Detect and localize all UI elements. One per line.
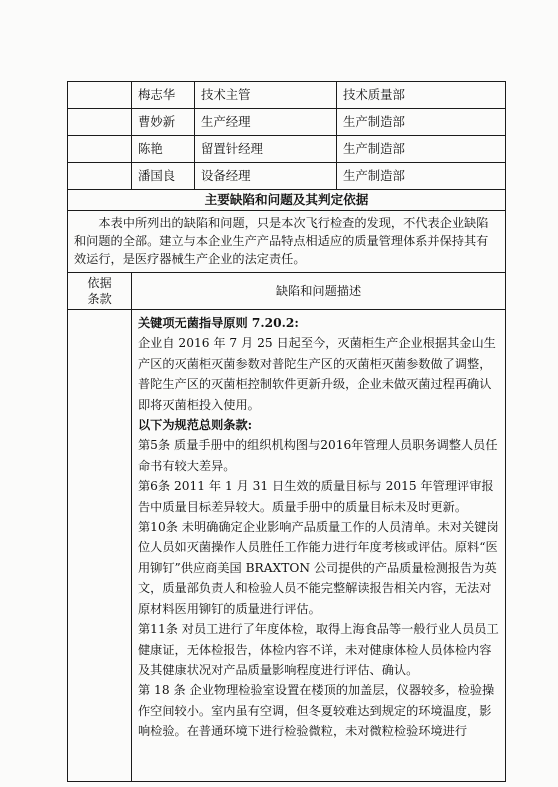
staff-role: 技术主管 [195,82,337,109]
general-item-6: 第6条 2011 年 1 月 31 日生效的质量目标与 2015 年管理评审报告中质量目标差异较大。质量手册中的质量目标未及时更新。 [138,479,494,514]
description-cell [132,310,506,782]
basis-header-line2: 条款 [87,292,112,306]
general-title: 以下为规范总则条款: [138,418,253,433]
staff-dept: 技术质量部 [337,82,506,109]
basis-cell-empty [68,310,132,782]
staff-role: 生产经理 [195,109,337,136]
content-row [68,310,506,782]
staff-row [68,109,506,136]
basis-header-line1: 依据 [87,276,112,290]
key-item-text: 企业自 2016 年 7 月 25 日起至今，灭菌柜生产企业根据其金山生产区的灭菌柜灭菌参数对普陀生产区的灭菌柜灭菌参数做了调整，普陀生产区的灭菌柜控制软件更新升级，企业未做灭菌过程再确认即将灭菌柜投入使用。 [138,336,496,412]
empty-cell [68,163,132,190]
description-clip [138,313,499,781]
staff-name: 梅志华 [132,82,195,109]
staff-name: 潘国良 [132,163,195,190]
general-item-18: 第 18 条 企业物理检验室设置在楼顶的加盖层，仪器较多，检验操作空间较小。室内虽有空调，但冬夏较难达到规定的环境温度，影响检验。在普通环境下进行检验微粒，未对微粒检验环境进行 [138,683,495,739]
description-header: 缺陷和问题描述 [132,273,506,310]
general-item-11: 第11条 对员工进行了年度体检，取得上海食品等一般行业人员员工健康证，无体检报告，体检内容不详，未对健康体检人员体检内容及其健康状况对产品质量影响程度进行评估、确认。 [138,622,499,677]
basis-header [68,273,132,310]
staff-name: 陈艳 [132,136,195,163]
section-intro-row [68,211,506,273]
staff-role: 留置针经理 [195,136,337,163]
section-title-row [68,190,506,211]
staff-dept: 生产制造部 [337,163,506,190]
staff-role: 设备经理 [195,163,337,190]
staff-name: 曹妙新 [132,109,195,136]
general-item-5: 第5条 质量手册中的组织机构图与2016年管理人员职务调整人员任命书有较大差异。 [138,438,498,473]
section-title: 主要缺陷和问题及其判定依据 [68,190,506,211]
inspection-table [67,81,506,782]
empty-cell [68,82,132,109]
staff-row [68,82,506,109]
empty-cell [68,136,132,163]
staff-row [68,136,506,163]
staff-dept: 生产制造部 [337,109,506,136]
staff-row [68,163,506,190]
staff-dept: 生产制造部 [337,136,506,163]
key-item-title: 关键项无菌指导原则 7.20.2: [138,316,299,330]
general-item-10: 第10条 未明确确定企业影响产品质量工作的人员清单。未对关键岗位人员如灭菌操作人员胜任工作能力进行年度考核或评估。原料“医用铆钉”供应商美国 BRAXTON 公司提供的产品质量检测报告为英文，质量部负责人和检验人员不能完整解读报告相关内容，无法对原材料医用铆钉的质量进行评估。 [138,520,499,616]
section-intro: 本表中所列出的缺陷和问题，只是本次飞行检查的发现，不代表企业缺陷和问题的全部。建立与本企业生产产品特点相适应的质量管理体系并保持其有效运行，是医疗器械生产企业的法定责任。 [68,211,506,273]
header-row [68,273,506,310]
empty-cell [68,109,132,136]
